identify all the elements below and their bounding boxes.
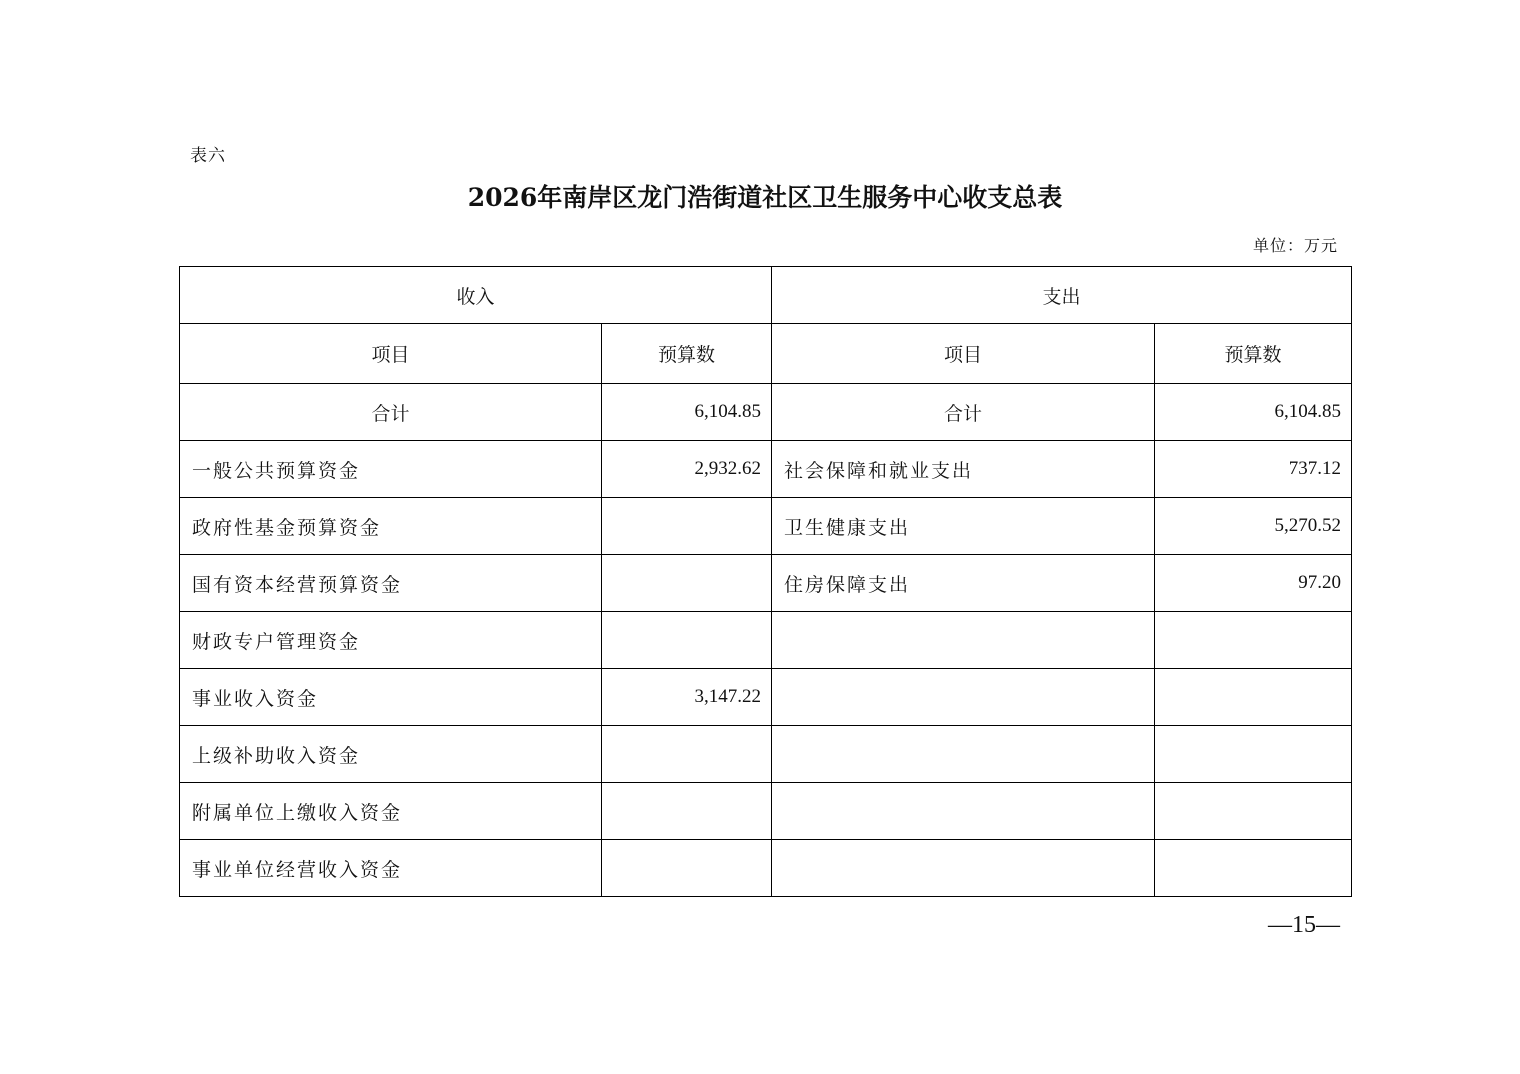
expense-item (772, 669, 1155, 726)
expense-item: 社会保障和就业支出 (772, 441, 1155, 498)
unit-label: 单位：万元 (1252, 236, 1338, 255)
income-item-header: 项目 (180, 324, 602, 384)
expense-item (772, 612, 1155, 669)
expense-value: 97.20 (1155, 555, 1352, 612)
expense-value (1155, 726, 1352, 783)
subheader-row (180, 324, 1352, 384)
income-item: 上级补助收入资金 (180, 726, 602, 783)
expense-item (772, 783, 1155, 840)
income-value (602, 840, 772, 897)
table-row (180, 612, 1352, 669)
expense-amount-header: 预算数 (1155, 324, 1352, 384)
expense-item-header: 项目 (772, 324, 1155, 384)
income-item: 事业收入资金 (180, 669, 602, 726)
table-row (180, 783, 1352, 840)
document-title: 2026年南岸区龙门浩街道社区卫生服务中心收支总表 (467, 183, 1063, 212)
expense-value: 5,270.52 (1155, 498, 1352, 555)
expense-item (772, 840, 1155, 897)
income-value (602, 498, 772, 555)
table-row (180, 441, 1352, 498)
income-total-label: 合计 (180, 384, 602, 441)
income-total-value: 6,104.85 (602, 384, 772, 441)
income-item: 一般公共预算资金 (180, 441, 602, 498)
income-value: 2,932.62 (602, 441, 772, 498)
expense-value (1155, 612, 1352, 669)
page-number: —15— (1268, 912, 1340, 938)
income-item: 附属单位上缴收入资金 (180, 783, 602, 840)
expense-item: 住房保障支出 (772, 555, 1155, 612)
income-value (602, 612, 772, 669)
income-item: 国有资本经营预算资金 (180, 555, 602, 612)
expense-value (1155, 840, 1352, 897)
income-value (602, 555, 772, 612)
expense-total-value: 6,104.85 (1155, 384, 1352, 441)
income-value (602, 726, 772, 783)
table-row (180, 555, 1352, 612)
income-item: 政府性基金预算资金 (180, 498, 602, 555)
expense-item (772, 726, 1155, 783)
expense-value: 737.12 (1155, 441, 1352, 498)
income-value (602, 783, 772, 840)
expense-value (1155, 783, 1352, 840)
income-item: 事业单位经营收入资金 (180, 840, 602, 897)
expense-header: 支出 (772, 267, 1352, 324)
income-value: 3,147.22 (602, 669, 772, 726)
income-amount-header: 预算数 (602, 324, 772, 384)
total-row (180, 384, 1352, 441)
header-row (180, 267, 1352, 324)
table-row (180, 840, 1352, 897)
table-row (180, 498, 1352, 555)
table-label: 表六 (190, 146, 226, 166)
expense-total-label: 合计 (772, 384, 1155, 441)
income-item: 财政专户管理资金 (180, 612, 602, 669)
income-header: 收入 (180, 267, 772, 324)
expense-value (1155, 669, 1352, 726)
budget-summary-table (179, 266, 1352, 897)
table-row (180, 726, 1352, 783)
table-row (180, 669, 1352, 726)
expense-item: 卫生健康支出 (772, 498, 1155, 555)
